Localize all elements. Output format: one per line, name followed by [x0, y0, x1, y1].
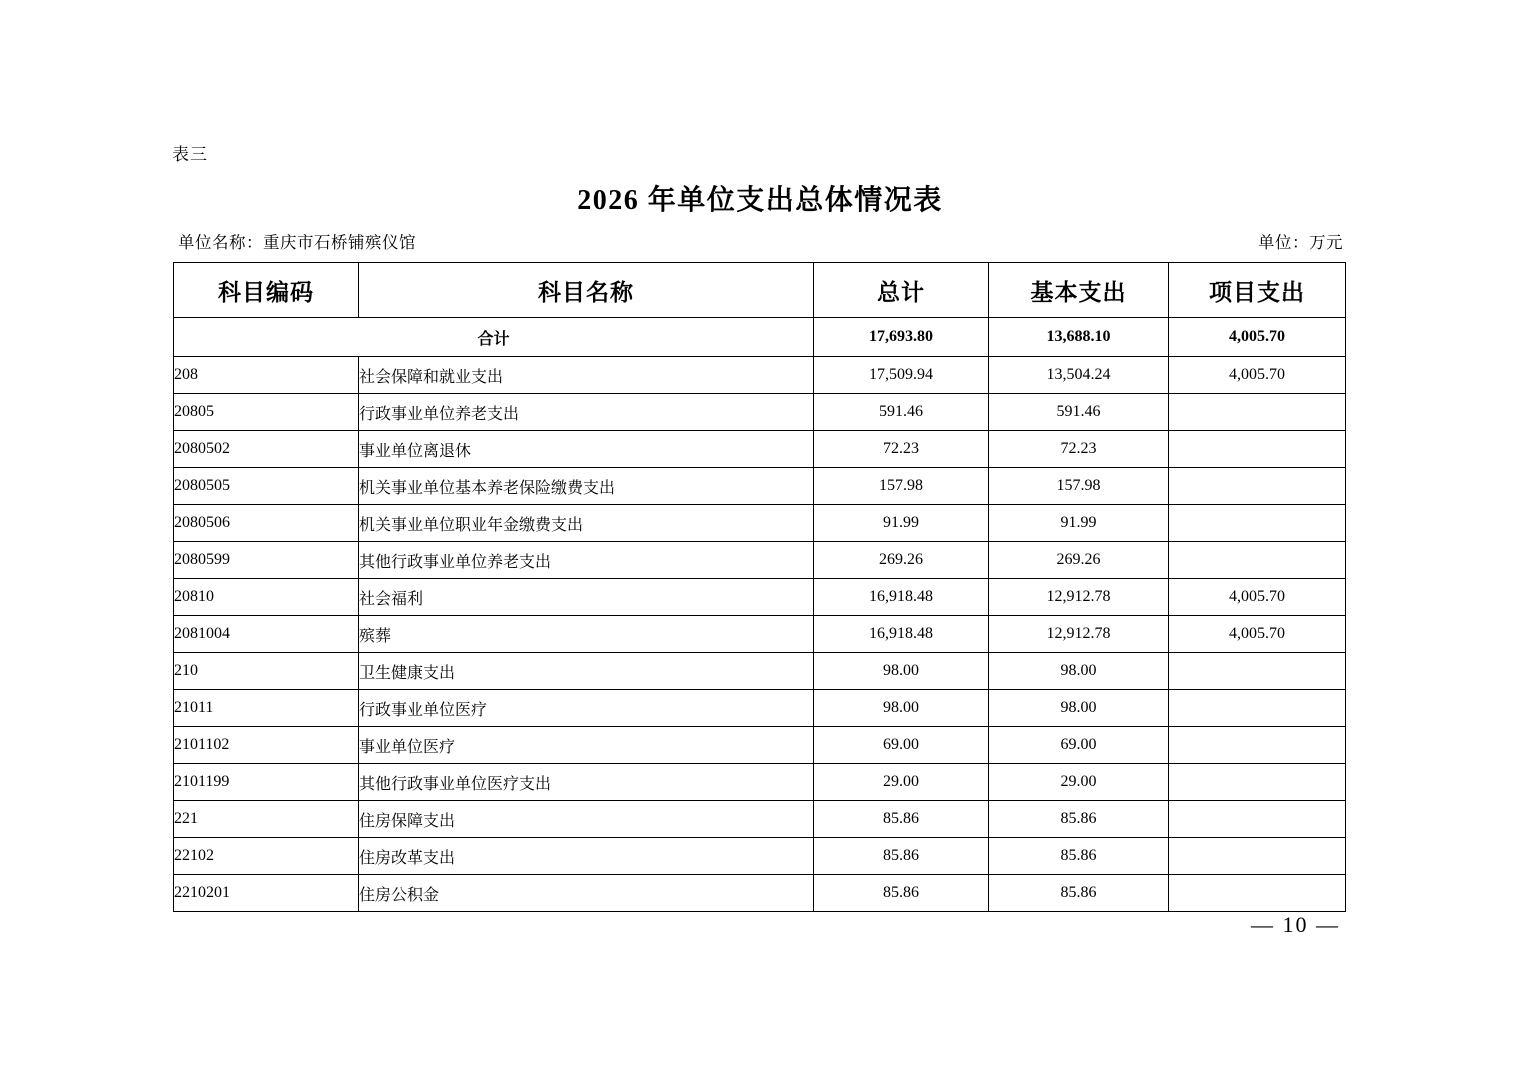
row-total: 72.23 — [814, 431, 989, 468]
row-total: 98.00 — [814, 653, 989, 690]
table-row — [174, 801, 1346, 838]
row-total: 591.46 — [814, 394, 989, 431]
unit-name-block — [178, 229, 416, 253]
row-basic: 29.00 — [989, 764, 1169, 801]
row-total: 85.86 — [814, 801, 989, 838]
table-row — [174, 727, 1346, 764]
row-code: 2080505 — [174, 468, 359, 505]
row-name: 卫生健康支出 — [359, 653, 814, 690]
row-code: 2080599 — [174, 542, 359, 579]
table-row — [174, 579, 1346, 616]
row-total: 17,509.94 — [814, 357, 989, 394]
row-basic: 85.86 — [989, 875, 1169, 912]
row-code: 221 — [174, 801, 359, 838]
row-name: 机关事业单位职业年金缴费支出 — [359, 505, 814, 542]
table-row — [174, 616, 1346, 653]
table-row — [174, 690, 1346, 727]
table-header-row — [174, 263, 1346, 318]
row-code: 2080506 — [174, 505, 359, 542]
row-total: 98.00 — [814, 690, 989, 727]
row-project — [1169, 653, 1346, 690]
row-code: 2080502 — [174, 431, 359, 468]
row-name: 行政事业单位养老支出 — [359, 394, 814, 431]
row-code: 21011 — [174, 690, 359, 727]
row-basic: 91.99 — [989, 505, 1169, 542]
row-code: 22102 — [174, 838, 359, 875]
row-total: 69.00 — [814, 727, 989, 764]
row-total: 269.26 — [814, 542, 989, 579]
column-header-name: 科目名称 — [359, 263, 814, 318]
unit-name-label: 单位名称： — [178, 233, 263, 252]
row-total: 16,918.48 — [814, 616, 989, 653]
row-project — [1169, 505, 1346, 542]
unit-name-value: 重庆市石桥铺殡仪馆 — [263, 233, 416, 252]
page-number: — 10 — — [1251, 912, 1340, 937]
table-row — [174, 542, 1346, 579]
row-project — [1169, 875, 1346, 912]
row-basic: 269.26 — [989, 542, 1169, 579]
row-total: 91.99 — [814, 505, 989, 542]
table-row — [174, 653, 1346, 690]
table-row — [174, 764, 1346, 801]
row-project — [1169, 394, 1346, 431]
row-code: 2081004 — [174, 616, 359, 653]
row-name: 其他行政事业单位医疗支出 — [359, 764, 814, 801]
row-basic: 98.00 — [989, 690, 1169, 727]
table-row — [174, 838, 1346, 875]
row-basic: 98.00 — [989, 653, 1169, 690]
metadata-row — [178, 229, 1343, 253]
table-body — [174, 318, 1346, 912]
table-label: 表三 — [172, 145, 208, 164]
table-row — [174, 357, 1346, 394]
row-project: 4,005.70 — [1169, 357, 1346, 394]
row-basic: 157.98 — [989, 468, 1169, 505]
table-row — [174, 505, 1346, 542]
row-project — [1169, 764, 1346, 801]
row-basic: 12,912.78 — [989, 616, 1169, 653]
total-amount-total: 17,693.80 — [814, 318, 989, 357]
table-row — [174, 431, 1346, 468]
column-header-basic: 基本支出 — [989, 263, 1169, 318]
row-basic: 13,504.24 — [989, 357, 1169, 394]
total-amount-project: 4,005.70 — [1169, 318, 1346, 357]
row-project — [1169, 431, 1346, 468]
row-basic: 591.46 — [989, 394, 1169, 431]
row-basic: 72.23 — [989, 431, 1169, 468]
row-basic: 69.00 — [989, 727, 1169, 764]
row-name: 住房保障支出 — [359, 801, 814, 838]
row-basic: 85.86 — [989, 801, 1169, 838]
row-name: 殡葬 — [359, 616, 814, 653]
row-name: 住房公积金 — [359, 875, 814, 912]
row-name: 其他行政事业单位养老支出 — [359, 542, 814, 579]
row-total: 85.86 — [814, 838, 989, 875]
row-total: 29.00 — [814, 764, 989, 801]
row-project — [1169, 838, 1346, 875]
table-row-total — [174, 318, 1346, 357]
table-row — [174, 394, 1346, 431]
row-name: 住房改革支出 — [359, 838, 814, 875]
row-code: 2210201 — [174, 875, 359, 912]
row-basic: 85.86 — [989, 838, 1169, 875]
row-project — [1169, 542, 1346, 579]
row-total: 16,918.48 — [814, 579, 989, 616]
row-total: 157.98 — [814, 468, 989, 505]
total-label: 合计 — [174, 318, 814, 357]
row-name: 事业单位离退休 — [359, 431, 814, 468]
table-row — [174, 875, 1346, 912]
row-name: 机关事业单位基本养老保险缴费支出 — [359, 468, 814, 505]
row-code: 2101199 — [174, 764, 359, 801]
row-project — [1169, 727, 1346, 764]
row-code: 20810 — [174, 579, 359, 616]
row-project — [1169, 468, 1346, 505]
row-code: 20805 — [174, 394, 359, 431]
expenditure-table — [173, 262, 1346, 912]
row-project — [1169, 801, 1346, 838]
row-basic: 12,912.78 — [989, 579, 1169, 616]
column-header-code: 科目编码 — [174, 263, 359, 318]
row-code: 210 — [174, 653, 359, 690]
row-project: 4,005.70 — [1169, 579, 1346, 616]
page-title: 2026 年单位支出总体情况表 — [577, 185, 943, 216]
row-name: 社会福利 — [359, 579, 814, 616]
row-name: 社会保障和就业支出 — [359, 357, 814, 394]
row-project — [1169, 690, 1346, 727]
row-name: 事业单位医疗 — [359, 727, 814, 764]
amount-unit-label: 单位：万元 — [1258, 233, 1343, 252]
row-name: 行政事业单位医疗 — [359, 690, 814, 727]
column-header-project: 项目支出 — [1169, 263, 1346, 318]
row-code: 208 — [174, 357, 359, 394]
column-header-total: 总计 — [814, 263, 989, 318]
total-amount-basic: 13,688.10 — [989, 318, 1169, 357]
table-row — [174, 468, 1346, 505]
row-total: 85.86 — [814, 875, 989, 912]
row-code: 2101102 — [174, 727, 359, 764]
row-project: 4,005.70 — [1169, 616, 1346, 653]
